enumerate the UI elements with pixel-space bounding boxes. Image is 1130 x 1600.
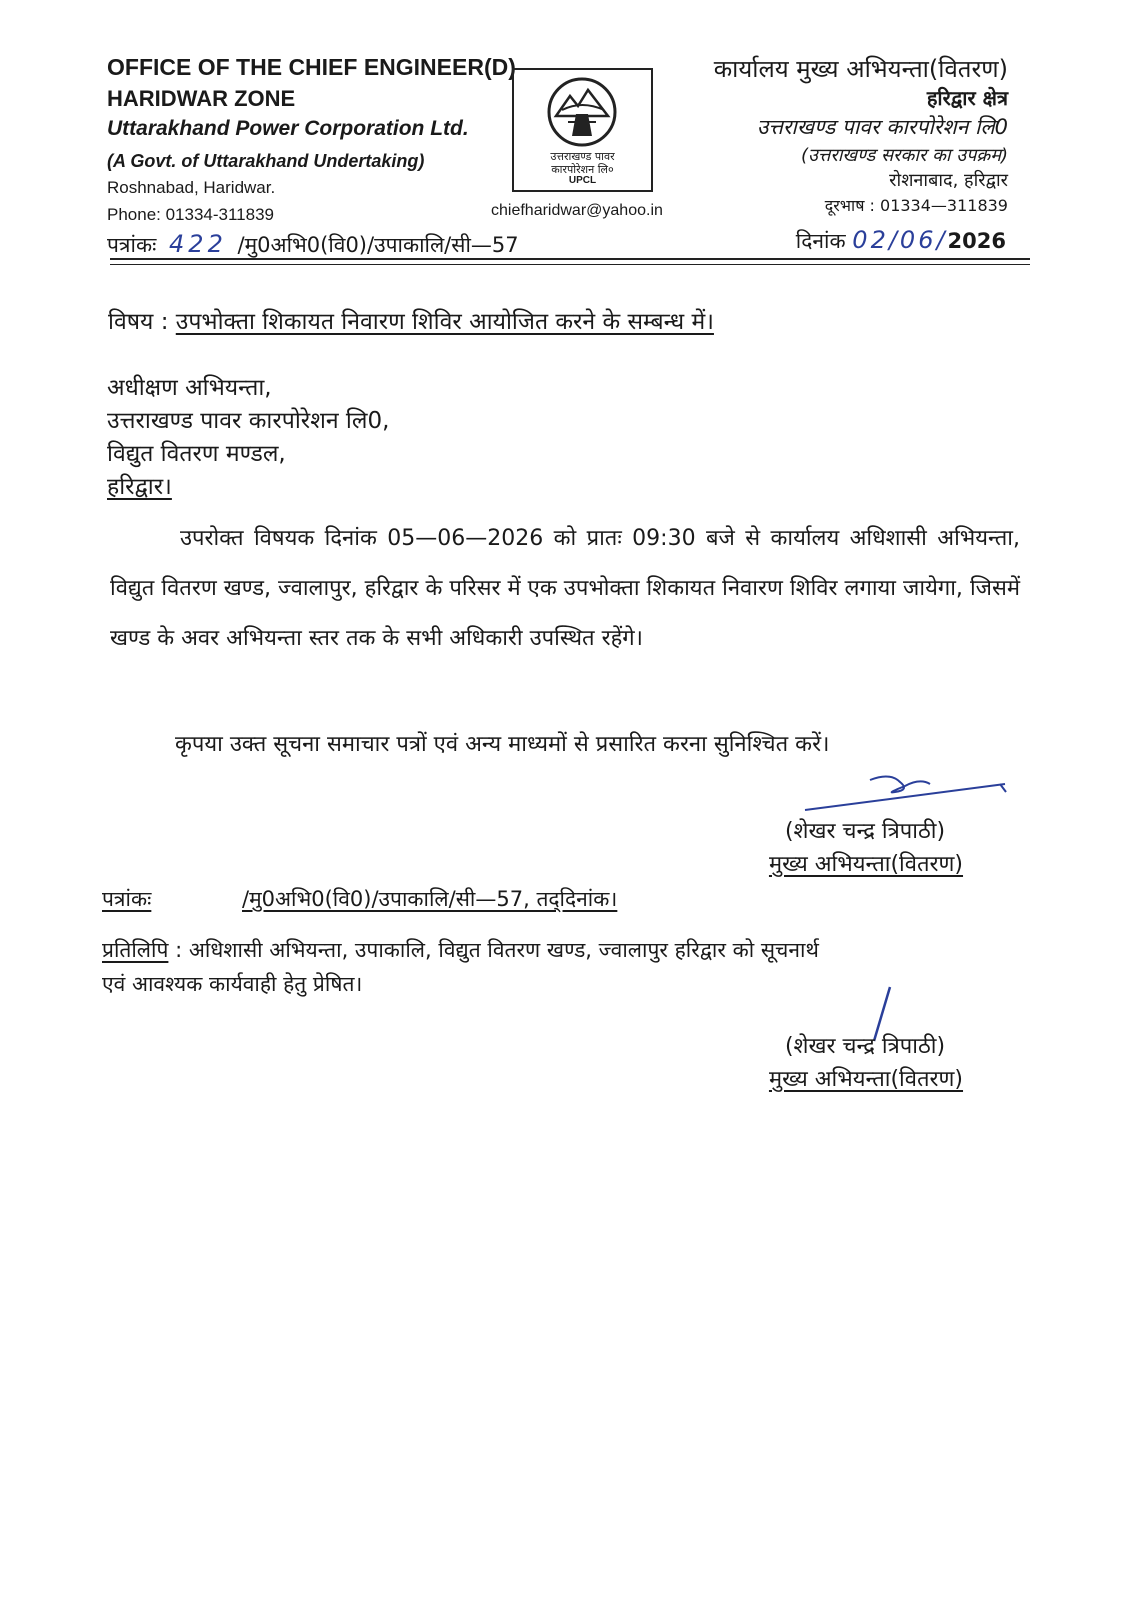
reference-suffix: /मु0अभि0(वि0)/उपाकालि/सी—57 [237, 233, 519, 257]
date-year: 2026 [947, 229, 1006, 253]
addressee-line: हरिद्वार। [107, 474, 172, 500]
address-hi: रोशनाबाद, हरिद्वार [889, 170, 1008, 191]
logo-name-line1: उत्तराखण्ड पावर [550, 150, 615, 163]
reference-number: 422 [169, 230, 227, 258]
header-rule-top [110, 258, 1030, 260]
signature2-name: (शेखर चन्द्र त्रिपाठी) [784, 1034, 946, 1059]
phone-hi: दूरभाष : 01334—311839 [824, 196, 1008, 215]
office-title-en: OFFICE OF THE CHIEF ENGINEER(D) [107, 54, 516, 80]
reference-label: पत्रांकः [107, 233, 157, 257]
signature2-designation: मुख्य अभियन्ता(वितरण) [768, 1067, 964, 1092]
date-handwritten: 02/06/ [852, 226, 948, 254]
copy-to-line1 [102, 936, 819, 964]
upcl-logo-box [512, 68, 653, 192]
zone-en: HARIDWAR ZONE [107, 86, 296, 111]
upcl-logo-icon [514, 70, 651, 152]
logo-abbr: UPCL [568, 175, 597, 186]
copy-reference [102, 885, 617, 913]
addressee-line: अधीक्षण अभियन्ता, [107, 375, 272, 401]
office-title-hi: कार्यालय मुख्य अभियन्ता(वितरण) [713, 55, 1008, 83]
copy-to-text1: : अधिशासी अभियन्ता, उपाकालि, विद्युत वितरण खण्ड, ज्वालापुर हरिद्वार को सूचनार्थ [175, 938, 819, 962]
company-en: Uttarakhand Power Corporation Ltd. [107, 117, 469, 140]
signature1-designation: मुख्य अभियन्ता(वितरण) [768, 852, 964, 877]
govt-hi: (उत्तराखण्ड सरकार का उपक्रम) [801, 145, 1008, 166]
logo-name-line2: कारपोरेशन लि० [551, 163, 614, 176]
signature-scribble-icon [800, 770, 1015, 820]
signature1-name: (शेखर चन्द्र त्रिपाठी) [784, 819, 946, 844]
body-paragraph-2: कृपया उक्त सूचना समाचार पत्रों एवं अन्य माध्यमों से प्रसारित करना सुनिश्चित करें। [175, 732, 830, 757]
addressee-line: विद्युत वितरण मण्डल, [107, 441, 286, 467]
email: chiefharidwar@yahoo.in [491, 202, 663, 219]
phone-en: Phone: 01334-311839 [107, 205, 275, 224]
addressee-line: उत्तराखण्ड पावर कारपोरेशन लि0, [107, 408, 390, 434]
govt-en: (A Govt. of Uttarakhand Undertaking) [107, 151, 425, 171]
reference-line [107, 230, 519, 259]
body-paragraph-1: उपरोक्त विषयक दिनांक 05—06—2026 को प्रातः 09:30 बजे से कार्यालय अधिशासी अभियन्ता, विद्युत वितरण खण्ड, ज्वालापुर, हरिद्वार के परिसर में एक उपभोक्ता शिकायत निवारण शिविर लगाया जायेगा, जिसमें खण्ड के अवर अभियन्ता स्तर तक के सभी अधिकारी उपस्थित रहेंगे। [110, 526, 1020, 651]
subject [108, 304, 714, 336]
copy-reference-text: /मु0अभि0(वि0)/उपाकालि/सी—57, तद्‌दिनांक। [242, 887, 618, 911]
header-rule-bottom [110, 264, 1030, 265]
company-hi: उत्तराखण्ड पावर कारपोरेशन लि0 [756, 115, 1008, 139]
date-label: दिनांक [795, 229, 846, 253]
reference-date [796, 226, 1006, 255]
subject-label: विषय : [108, 309, 169, 335]
zone-hi: हरिद्वार क्षेत्र [926, 86, 1008, 110]
address-en: Roshnabad, Haridwar. [107, 178, 276, 197]
copy-to-label: प्रतिलिपि [102, 938, 169, 962]
subject-text: उपभोक्ता शिकायत निवारण शिविर आयोजित करने के सम्बन्ध में। [175, 309, 714, 335]
copy-reference-label: पत्रांकः [102, 887, 152, 911]
copy-to-line2: एवं आवश्यक कार्यवाही हेतु प्रेषित। [102, 972, 363, 996]
